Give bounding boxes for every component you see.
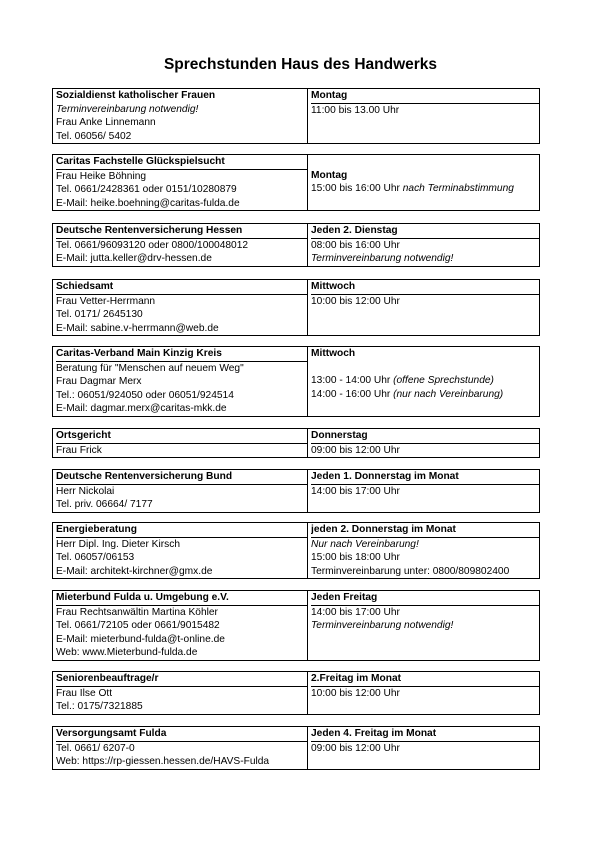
schedule-time: 10:00 bis 12:00 Uhr — [311, 295, 400, 307]
contact-column — [53, 429, 308, 457]
organization-name: Mieterbund Fulda u. Umgebung e.V. — [56, 591, 307, 606]
phone-number: Tel. 0661/2428361 oder 0151/10280879 — [56, 184, 237, 196]
schedule-day: Montag — [311, 169, 348, 181]
appointment-phone: Terminvereinbarung unter: 0800/809802400 — [311, 565, 510, 577]
office-hours-entry — [52, 154, 540, 211]
schedule-time: 13:00 - 14:00 Uhr (offene Sprechstunde) — [311, 375, 494, 387]
phone-number: Tel. priv. 06664/ 7177 — [56, 499, 153, 511]
email-address: E-Mail: jutta.keller@drv-hessen.de — [56, 253, 212, 265]
office-hours-entry — [52, 726, 540, 770]
contact-column — [53, 523, 308, 578]
schedule-day: Jeden 4. Freitag im Monat — [311, 727, 539, 742]
schedule-column — [308, 280, 539, 335]
schedule-column — [308, 429, 539, 457]
schedule-column — [308, 672, 539, 714]
schedule-time: 09:00 bis 12:00 Uhr — [311, 742, 400, 754]
phone-number: Tel. 0171/ 2645130 — [56, 309, 143, 321]
schedule-time: 08:00 bis 16:00 Uhr — [311, 239, 400, 251]
schedule-column — [308, 155, 539, 210]
appointment-note: Terminvereinbarung notwendig! — [56, 103, 199, 115]
schedule-time: 14:00 bis 17:00 Uhr — [311, 485, 400, 497]
contact-person: Frau Vetter-Herrmann — [56, 295, 156, 307]
organization-name: Caritas Fachstelle Glückspielsucht — [56, 155, 307, 170]
contact-person: Frau Rechtsanwältin Martina Köhler — [56, 606, 218, 618]
email-address: E-Mail: sabine.v-herrmann@web.de — [56, 322, 219, 334]
phone-number: Tel. 06057/06153 — [56, 552, 135, 564]
schedule-time: 10:00 bis 12:00 Uhr — [311, 687, 400, 699]
schedule-column — [308, 470, 539, 512]
office-hours-entry — [52, 522, 540, 579]
contact-person: Frau Heike Böhning — [56, 170, 147, 182]
organization-name: Versorgungsamt Fulda — [56, 727, 307, 742]
office-hours-entry — [52, 590, 540, 661]
contact-column — [53, 470, 308, 512]
website: Web: https://rp-giessen.hessen.de/HAVS-Fulda — [56, 756, 270, 768]
organization-name: Ortsgericht — [56, 429, 307, 444]
office-hours-entry — [52, 428, 540, 458]
contact-person: Frau Frick — [56, 444, 102, 456]
appointment-note: Terminvereinbarung notwendig! — [311, 253, 454, 265]
schedule-column — [308, 591, 539, 660]
schedule-time: 14:00 bis 17:00 Uhr — [311, 606, 400, 618]
organization-name: Seniorenbeauftrage/r — [56, 672, 307, 687]
schedule-day: Jeden Freitag — [311, 591, 539, 606]
office-hours-entry — [52, 223, 540, 267]
phone-number: Tel. 0661/ 6207-0 — [56, 742, 135, 754]
schedule-day: Jeden 1. Donnerstag im Monat — [311, 470, 539, 485]
appointment-note: Nur nach Vereinbarung! — [311, 538, 419, 550]
schedule-time: 09:00 bis 12:00 Uhr — [311, 444, 400, 456]
email-address: E-Mail: architekt-kirchner@gmx.de — [56, 565, 213, 577]
contact-person: Herr Nickolai — [56, 485, 115, 497]
schedule-day: Mittwoch — [311, 280, 539, 295]
appointment-note: Terminvereinbarung notwendig! — [311, 620, 454, 632]
phone-number: Tel.: 06051/924050 oder 06051/924514 — [56, 389, 234, 401]
phone-number: Tel. 06056/ 5402 — [56, 130, 132, 142]
schedule-note: (nur nach Vereinbarung) — [393, 388, 504, 400]
phone-number: Tel. 0661/72105 oder 0661/9015482 — [56, 620, 220, 632]
contact-column — [53, 672, 308, 714]
description: Beratung für "Menschen auf neuem Weg" — [56, 362, 244, 374]
organization-name: Sozialdienst katholischer Frauen — [56, 90, 216, 101]
office-hours-entry — [52, 279, 540, 336]
phone-number: Tel. 0661/96093120 oder 0800/100048012 — [56, 239, 249, 251]
organization-name: Deutsche Rentenversicherung Hessen — [56, 224, 307, 239]
email-address: E-Mail: dagmar.merx@caritas-mkk.de — [56, 403, 227, 415]
organization-name: Energieberatung — [56, 523, 307, 538]
schedule-column — [308, 727, 539, 769]
schedule-note: nach Terminabstimmung — [402, 183, 514, 195]
schedule-day: Donnerstag — [311, 429, 539, 444]
schedule-day: Mittwoch — [311, 348, 356, 359]
contact-person: Frau Dagmar Merx — [56, 376, 142, 388]
organization-name: Caritas-Verband Main Kinzig Kreis — [56, 347, 307, 362]
schedule-time: 15:00 bis 16:00 Uhr nach Terminabstimmung — [311, 183, 514, 195]
email-address: E-Mail: heike.boehning@caritas-fulda.de — [56, 197, 240, 209]
schedule-column — [308, 347, 539, 416]
organization-name: Deutsche Rentenversicherung Bund — [56, 470, 307, 485]
contact-column — [53, 89, 308, 143]
contact-column — [53, 591, 308, 660]
schedule-day: Jeden 2. Dienstag — [311, 224, 539, 239]
organization-name: Schiedsamt — [56, 280, 307, 295]
contact-column — [53, 155, 308, 210]
schedule-time — [311, 361, 539, 375]
contact-person: Frau Anke Linnemann — [56, 117, 156, 129]
office-hours-entry — [52, 671, 540, 715]
schedule-time: 15:00 bis 18:00 Uhr — [311, 552, 400, 564]
contact-column — [53, 727, 308, 769]
schedule-day: jeden 2. Donnerstag im Monat — [311, 523, 539, 538]
schedule-day: 2.Freitag im Monat — [311, 672, 539, 687]
contact-column — [53, 347, 308, 416]
schedule-time: 11:00 bis 13.00 Uhr — [311, 104, 400, 116]
schedule-column — [308, 523, 539, 578]
contact-column — [53, 224, 308, 266]
email-address: E-Mail: mieterbund-fulda@t-online.de — [56, 633, 225, 645]
office-hours-entry — [52, 88, 540, 144]
schedule-day: Montag — [311, 89, 539, 104]
contact-column — [53, 280, 308, 335]
contact-person: Herr Dipl. Ing. Dieter Kirsch — [56, 538, 180, 550]
schedule-time: 14:00 - 16:00 Uhr (nur nach Vereinbarung) — [311, 388, 504, 400]
website: Web: www.Mieterbund-fulda.de — [56, 647, 198, 659]
schedule-column — [308, 89, 539, 143]
office-hours-entry — [52, 469, 540, 513]
schedule-note: (offene Sprechstunde) — [393, 375, 494, 387]
schedule-column — [308, 224, 539, 266]
phone-number: Tel.: 0175/7321885 — [56, 701, 143, 713]
contact-person: Frau Ilse Ott — [56, 687, 113, 699]
page-title: Sprechstunden Haus des Handwerks — [163, 56, 438, 73]
office-hours-entry — [52, 346, 540, 417]
